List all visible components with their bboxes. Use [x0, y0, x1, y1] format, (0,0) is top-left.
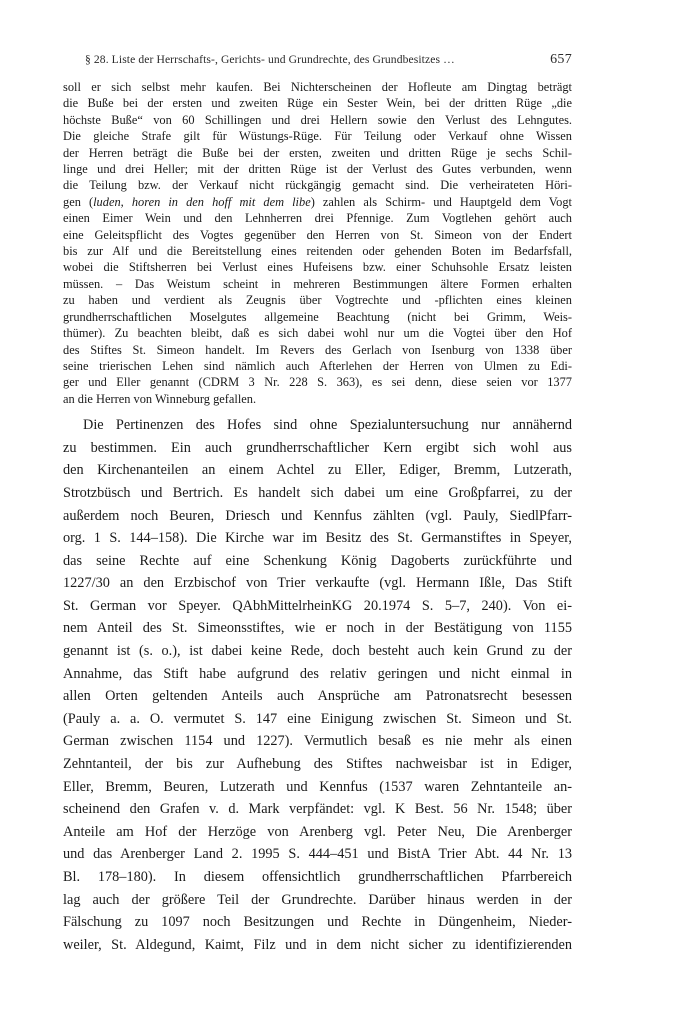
text-line: genannt ist (s. o.), ist dabei keine Rede, doch besteht auch kein Grund zu der: [63, 643, 572, 660]
text-fragment: gen (: [63, 194, 94, 209]
text-line: weiler, St. Aldegund, Kaimt, Filz und in dem nicht sicher zu identifizierenden: [63, 936, 572, 953]
text-line: bis zur Alf und die Bereitstellung eines reitenden oder gehenden Boten im Bedarfsfall,: [63, 244, 572, 259]
text-line: lag auch der größere Teil der Grundrechte. Darüber hinaus werden in der: [63, 891, 572, 908]
text-line: Eller, Bremm, Beuren, Lutzerath und Kennfus (1537 waren Zehntanteile an-: [63, 778, 572, 795]
text-line: einen Eimer Wein und den Lehnherren drei Pfennige. Zum Vogtlehen gehört auch: [63, 211, 572, 226]
text-line: müssen. – Das Weistum scheint in mehreren Bestimmungen ältere Formen erhalten: [63, 276, 572, 291]
text-line: [63, 194, 572, 210]
text-line: German zwischen 1154 und 1227). Vermutlich besaß es nie mehr als einen: [63, 733, 572, 750]
text-line: eine Geleitspflicht des Vogtes gegenüber den Herren von St. Simeon von der Endert: [63, 227, 572, 242]
page-number: 657: [550, 52, 572, 67]
text-line: seine trierischen Lehen sind nämlich auch Afterlehen der Herren von Ulmen zu Edi-: [63, 358, 572, 373]
text-line: linge und drei Heller; mit der dritten Rüge ist der Verlust des Gutes verbunden, wenn: [63, 162, 572, 177]
text-line: Strotzbüsch und Bertrich. Es handelt sich dabei um eine Großpfarrei, zu der: [63, 484, 572, 501]
text-line: Die gleiche Strafe gilt für Wüstungs-Rüge. Für Teilung oder Verkauf ohne Wissen: [63, 129, 572, 144]
text-line: und das Arenberger Land 2. 1995 S. 444–451 und BistA Trier Abt. 44 Nr. 13: [63, 846, 572, 863]
text-line: Annahme, das Stift habe aufgrund des relativ geringen und nicht einmal in: [63, 665, 572, 682]
text-line: zu bestimmen. Ein auch grundherrschaftlicher Kern ergibt sich wohl aus: [63, 439, 572, 456]
text-line: ger und Eller genannt (CDRM 3 Nr. 228 S. 363), es sei denn, diese seien vor 1377: [63, 375, 572, 390]
text-line: zu haben und verdient als Zeugnis über Vogtrechte und -pflichten eines kleinen: [63, 293, 572, 308]
running-head-title: § 28. Liste der Herrschafts-, Gerichts- und Grundrechte, des Grundbesitzes …: [85, 53, 455, 66]
text-line: Zehntanteil, der bis zur Aufhebung des Stiftes nachweisbar ist in Ediger,: [63, 756, 572, 773]
text-line: grundherrschaftlichen Moselgutes allgemeine Beachtung (nicht bei Grimm, Weis-: [63, 309, 572, 324]
text-line: das seine Rechte auf eine Schenkung König Dagoberts zurückführte und: [63, 552, 572, 569]
text-line: thümer). Zu beachten bleibt, daß es sich dabei wohl nur um die Vogtei über den Hof: [63, 326, 572, 341]
text-line: an die Herren von Winneburg gefallen.: [63, 391, 257, 406]
text-line: höchste Buße“ von 60 Schillingen und drei Hellern sowie den Verlust des Lehngutes.: [63, 112, 572, 127]
text-line: Bl. 178–180). In diesem offensichtlich grundherrschaftlichen Pfarrbereich: [63, 869, 572, 885]
text-line: nem Anteil des St. Simeonsstiftes, wie er noch in der Bestätigung von 1155: [63, 620, 572, 637]
text-line: Anteile am Hof der Herzöge von Arenberg vgl. Peter Neu, Die Arenberger: [63, 823, 572, 840]
text-line: die Teilung bzw. der Verkauf nicht rückgängig gemacht sind. Die verheirateten Höri-: [63, 178, 572, 193]
running-head: [85, 52, 572, 68]
text-line: (Pauly a. a. O. vermutet S. 147 eine Einigung zwischen St. Simeon und St.: [63, 710, 572, 727]
text-line: allen Orten geltenden Anteils auch Ansprüche am Patronatsrecht besessen: [63, 688, 572, 705]
text-line: außerdem noch Beuren, Driesch und Kennfus zählten (vgl. Pauly, SiedlPfarr-: [63, 507, 572, 524]
book-page: [63, 52, 572, 956]
text-line: scheinend den Grafen v. d. Mark verpfändet: vgl. K Best. 56 Nr. 1548; über: [63, 801, 572, 818]
text-line: 1227/30 an den Erzbischof von Trier verkaufte (vgl. Hermann Ißle, Das Stift: [63, 575, 572, 592]
text-line: soll er sich selbst mehr kaufen. Bei Nichterscheinen der Hofleute am Dingtag beträgt: [63, 80, 572, 94]
text-line: wobei die Stiftsherren bei Verlust eines Hufeisens bzw. einer Schuhsohle Ersatz leisten: [63, 260, 572, 275]
text-line: Die Pertinenzen des Hofes sind ohne Spezialuntersuchung nur annähernd: [83, 417, 572, 434]
text-line: der Herren beträgt die Buße bei der ersten, zweiten und dritten Rüge je sechs Schil-: [63, 145, 572, 160]
text-line: St. German vor Speyer. QAbhMittelrheinKG 20.1974 S. 5–7, 240). Von ei-: [63, 597, 572, 614]
main-paragraph: [63, 414, 572, 956]
text-line: org. 1 S. 144–158). Die Kirche war im Besitz des St. Germanstiftes in Speyer,: [63, 530, 572, 547]
text-line: den Kirchenanteilen an einem Achtel zu Eller, Ediger, Bremm, Lutzerath,: [63, 462, 572, 479]
text-fragment: ) zahlen als Schirm- und Hauptgeld dem Vogt: [310, 194, 572, 209]
quoted-source-phrase: luden, horen in den hoff mit dem libe: [93, 194, 311, 209]
text-line: die Buße bei der ersten und zweiten Rüge ein Sester Wein, bei der dritten Rüge „die: [63, 96, 572, 111]
text-line: Fälschung zu 1097 noch Besitzungen und Rechte in Düngenheim, Nieder-: [63, 914, 572, 931]
small-print-paragraph: [63, 79, 572, 407]
text-line: des Stiftes St. Simeon handelt. Im Revers des Gerlach von Isenburg von 1338 über: [63, 342, 572, 357]
